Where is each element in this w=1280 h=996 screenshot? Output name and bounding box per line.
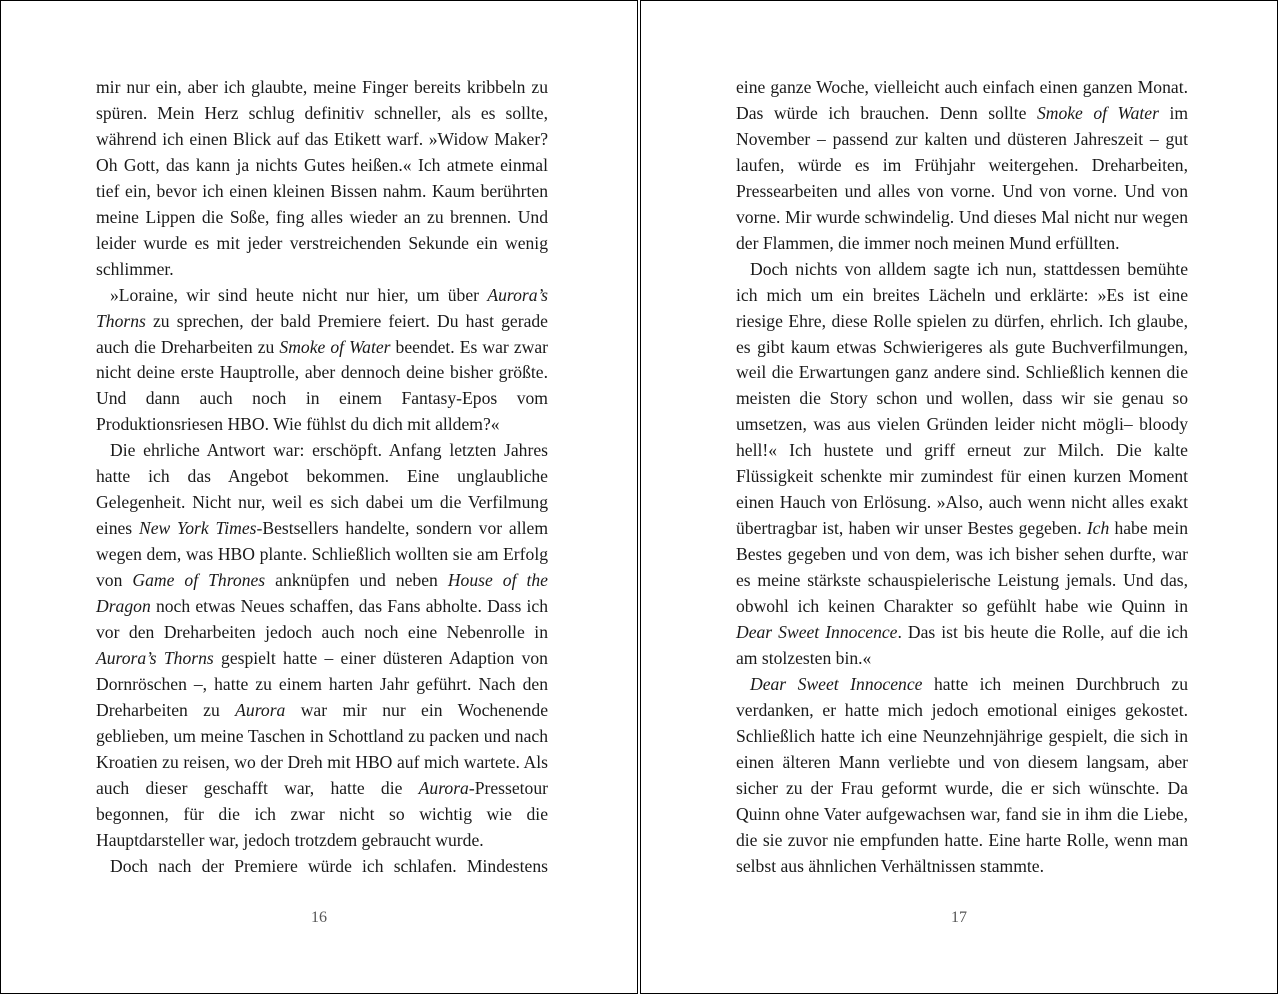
text-run: eine ganze Woche, vielleicht auch einfach einen ganzen Monat. Das würde ich brauchen. Denn sollte [736,77,1188,123]
paragraph [96,283,548,439]
italic-text: Dear Sweet Innocence [750,673,923,694]
italic-text: Ich [1086,518,1110,539]
paragraph [96,75,548,283]
paragraph [96,854,548,880]
page-number-right: 17 [951,909,967,926]
right-page [640,0,1278,994]
italic-text: New York Times [138,518,257,539]
text-run: Doch nichts von alldem sagte ich nun, stattdessen bemühte ich mich um ein breites Lächeln und erklärte: »Es ist eine riesige Ehre, diese Rolle spielen zu dürfen, ehrlich. Ich glaube, es gibt kaum etwas Schwierigeres als gute Buchverfilmungen, weil die Erwartungen ganz andere sind. Schließlich kennen die meisten die Story schon und wollen, dass wir sie genau so umsetzen, was aus vielen Gründen leider nicht mögli– bloody hell!« Ich hustete und griff erneut zur Milch. Die kalte Flüssigkeit schenkte mir zumindest für einen kurzen Moment einen Hauch von Erlösung. »Also, auch wenn nicht alles exakt übertragbar ist, haben wir unser Bestes gegeben. [736,258,1188,539]
text-run: noch etwas Neues schaffen, das Fans abholte. Dass ich vor den Dreharbeiten jedoch auch noch eine Nebenrolle in [96,596,548,643]
italic-text: Aurora’s Thorns [96,284,548,331]
left-page-text [96,75,548,880]
italic-text: Aurora [235,699,286,720]
text-run: war mir nur ein Wochenende geblieben, um meine Taschen in Schottland zu packen und nach Kroatien zu reisen, wo der Dreh mit HBO auf mich wartete. Als auch dieser geschafft war, hatte die [96,699,548,798]
italic-text: Smoke of Water [1036,102,1159,123]
text-run: Doch nach der Premiere würde ich schlafen. Mindestens [110,855,548,876]
text-run: -Pressetour begonnen, für die ich zwar nicht so wichtig wie die Hauptdarsteller war, jedoch trotzdem gebraucht wurde. [96,777,548,850]
text-run: hatte ich meinen Durchbruch zu verdanken, er hatte mich jedoch emotional einiges gekostet. Schließlich hatte ich eine Neunzehnjährige gespielt, die sich in einen älteren Mann verliebte und von diesem langsam, aber sicher zu der Frau geformt wurde, die er sich wünschte. Da Quinn ohne Vater aufgewachsen war, fand sie in ihm die Liebe, die sie zuvor nie empfunden hatte. Eine harte Rolle, wenn man selbst aus ähnlichen Verhältnissen stammte. [736,673,1189,876]
italic-text: Aurora [418,777,469,798]
paragraph [736,75,1188,257]
text-run: gespielt hatte – einer düsteren Adaption von Dornröschen –, hatte zu einem harten Jahr geführt. Nach den Dreharbeiten zu [96,647,548,720]
italic-text: Smoke of Water [279,336,391,357]
italic-text: Game of Thrones [132,570,266,591]
paragraph [736,672,1188,880]
left-page [0,0,638,994]
text-run: »Loraine, wir sind heute nicht nur hier, um über [110,284,488,305]
italic-text: Dear Sweet Innocence [736,622,898,643]
italic-text: House of the Dragon [96,570,548,617]
italic-text: Aurora’s Thorns [96,647,214,668]
paragraph [736,257,1188,672]
text-run: anknüpfen und neben [265,570,448,591]
text-run: zu sprechen, der bald Premiere feiert. Du hast gerade auch die Dreharbeiten zu [96,310,548,357]
text-run: . Das ist bis heute die Rolle, auf die ich am stolzesten bin.« [736,622,1189,668]
page-number-left: 16 [311,909,327,926]
text-run: -Bestsellers handelte, sondern vor allem wegen dem, was HBO plante. Schließlich wollten sie am Erfolg von [96,518,548,591]
text-run: mir nur ein, aber ich glaubte, meine Finger bereits kribbeln zu spüren. Mein Herz schlug definitiv schneller, als es sollte, während ich einen Blick auf das Etikett warf. »Widow Maker? Oh Gott, das kann ja nichts Gutes heißen.« Ich atmete einmal tief ein, bevor ich einen kleinen Bissen nahm. Kaum berührten meine Lippen die Soße, fing alles wieder an zu brennen. Und leider wurde es mit jeder verstreichenden Sekunde ein wenig schlimmer. [96,77,548,279]
text-run: beendet. Es war zwar nicht deine erste Hauptrolle, aber dennoch deine bisher größte. Und dann auch noch in einem Fantasy-Epos vom Produktionsriesen HBO. Wie fühlst du dich mit alldem?« [96,336,548,435]
text-run: habe mein Bestes gegeben und von dem, was ich bisher sehen durfte, war es meine stärkste schauspielerische Leistung jemals. Und das, obwohl ich keinen Charakter so gefühlt habe wie Quinn in [736,518,1189,617]
text-run: Die ehrliche Antwort war: erschöpft. Anfang letzten Jahres hatte ich das Angebot bekommen. Eine unglaubliche Gelegenheit. Nicht nur, weil es sich dabei um die Verfilmung eines [96,440,548,539]
text-run: im November – passend zur kalten und düsteren Jahreszeit – gut laufen, würde es im Frühjahr weitergehen. Dreharbeiten, Pressearbeiten und alles von vorne. Und von vorne. Und von vorne. Mir wurde schwindelig. Und dieses Mal nicht nur wegen der Flammen, die immer noch meinen Mund erfüllten. [736,102,1189,253]
paragraph [96,438,548,853]
right-page-text [736,75,1188,880]
